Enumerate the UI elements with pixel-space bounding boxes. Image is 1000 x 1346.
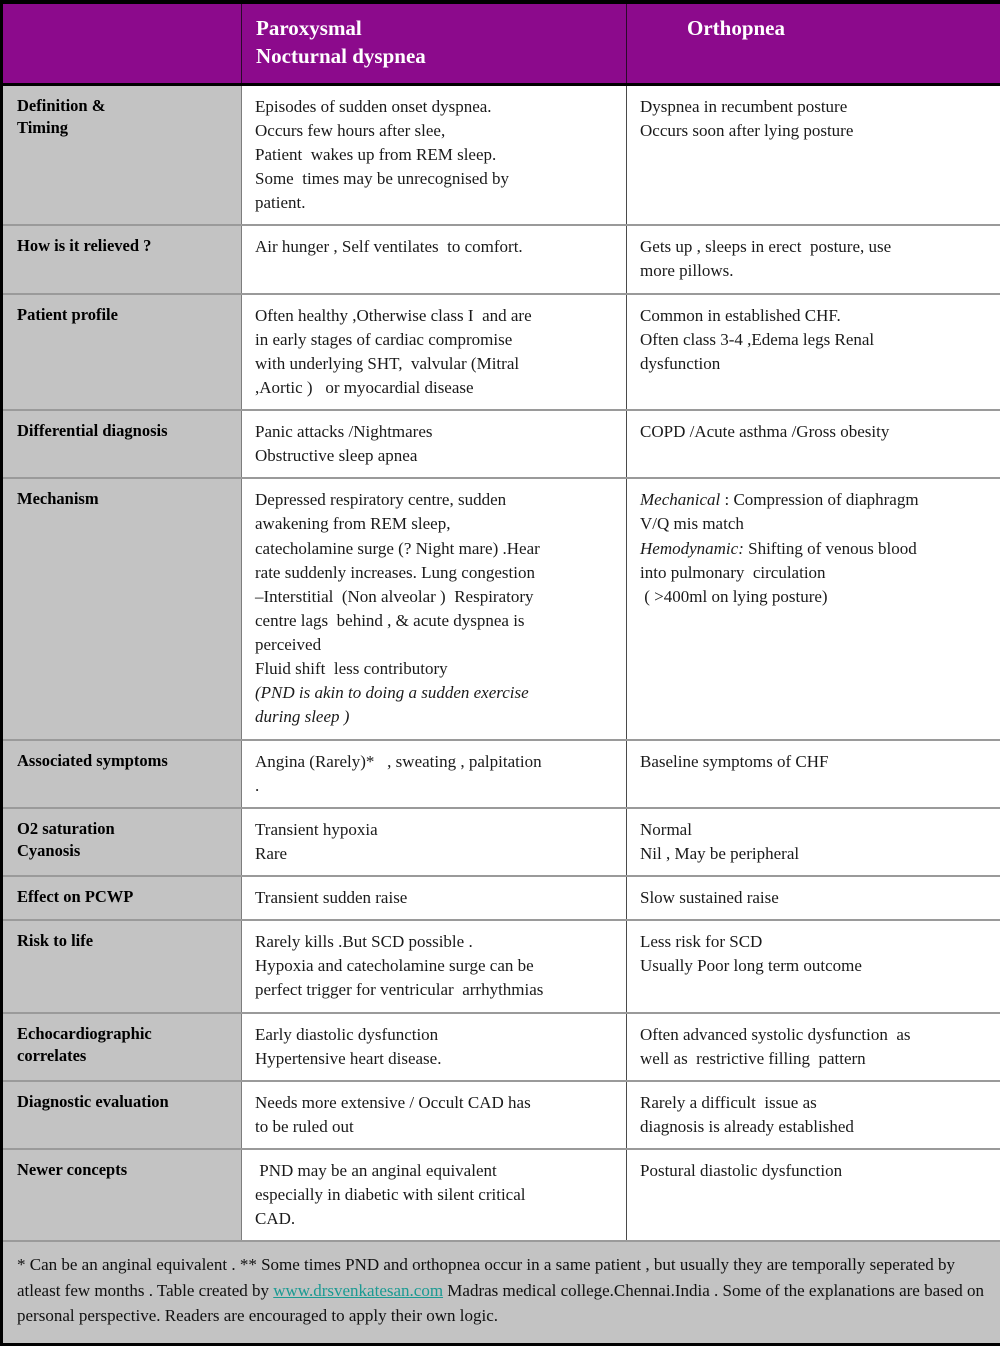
- row-label-line: How is it relieved ?: [17, 235, 231, 257]
- orthopnea-line: Baseline symptoms of CHF: [640, 750, 986, 774]
- row-label-line: correlates: [17, 1045, 231, 1067]
- pnd-value-cell: [242, 294, 627, 411]
- orthopnea-line: more pillows.: [640, 259, 986, 283]
- pnd-line: Transient hypoxia: [255, 818, 612, 842]
- orthopnea-value-cell: [627, 740, 1000, 808]
- pnd-line: .: [255, 774, 612, 798]
- pnd-line: patient.: [255, 191, 612, 215]
- table-header: [2, 2, 1000, 84]
- pnd-line: Some times may be unrecognised by: [255, 167, 612, 191]
- pnd-line: Depressed respiratory centre, sudden: [255, 488, 612, 512]
- orthopnea-line: Gets up , sleeps in erect posture, use: [640, 235, 986, 259]
- orthopnea-line: [640, 561, 986, 585]
- header-title-line1: Paroxysmal: [256, 14, 612, 42]
- row-label-line: Cyanosis: [17, 840, 231, 862]
- orthopnea-value-cell: [627, 225, 1000, 293]
- row-label-cell: [2, 1013, 242, 1081]
- pnd-italic-line: (PND is akin to doing a sudden exercise: [255, 681, 612, 705]
- orthopnea-line: Normal: [640, 818, 986, 842]
- orthopnea-rest: Shifting of venous blood: [744, 539, 917, 558]
- table-row: [2, 876, 1000, 920]
- orthopnea-line: well as restrictive filling pattern: [640, 1047, 986, 1071]
- table-row: [2, 1013, 1000, 1081]
- pnd-line: Patient wakes up from REM sleep.: [255, 143, 612, 167]
- header-cell-orthopnea: [627, 2, 1000, 84]
- row-label-line: Echocardiographic: [17, 1023, 231, 1045]
- orthopnea-value-cell: [627, 1149, 1000, 1241]
- pnd-italic-line: during sleep ): [255, 705, 612, 729]
- table-row: [2, 1081, 1000, 1149]
- orthopnea-value-cell: [627, 808, 1000, 876]
- row-label-cell: [2, 225, 242, 293]
- orthopnea-line: dysfunction: [640, 352, 986, 376]
- header-blank-cell: [2, 2, 242, 84]
- table-row: [2, 808, 1000, 876]
- table-footer: [2, 1241, 1000, 1344]
- row-label-line: Differential diagnosis: [17, 420, 231, 442]
- orthopnea-emphasis: Hemodynamic:: [640, 539, 744, 558]
- orthopnea-line: Rarely a difficult issue as: [640, 1091, 986, 1115]
- pnd-line: Rare: [255, 842, 612, 866]
- orthopnea-line: Dyspnea in recumbent posture: [640, 95, 986, 119]
- pnd-value-cell: [242, 478, 627, 739]
- table-row: [2, 920, 1000, 1012]
- orthopnea-line: Less risk for SCD: [640, 930, 986, 954]
- row-label-line: Timing: [17, 117, 231, 139]
- pnd-line: rate suddenly increases. Lung congestion: [255, 561, 612, 585]
- pnd-line: Air hunger , Self ventilates to comfort.: [255, 235, 612, 259]
- pnd-line: especially in diabetic with silent critical: [255, 1183, 612, 1207]
- row-label-cell: [2, 740, 242, 808]
- header-title-line2: Nocturnal dyspnea: [256, 42, 612, 70]
- pnd-line: Rarely kills .But SCD possible .: [255, 930, 612, 954]
- footnote-text: [17, 1252, 986, 1329]
- orthopnea-value-cell: [627, 84, 1000, 225]
- pnd-line: perfect trigger for ventricular arrhythmias: [255, 978, 612, 1002]
- row-label-line: Diagnostic evaluation: [17, 1091, 231, 1113]
- table-row: [2, 84, 1000, 225]
- pnd-value-cell: [242, 1081, 627, 1149]
- row-label-cell: [2, 294, 242, 411]
- orthopnea-value-cell: [627, 1013, 1000, 1081]
- pnd-line: CAD.: [255, 1207, 612, 1231]
- pnd-line: centre lags behind , & acute dyspnea is: [255, 609, 612, 633]
- orthopnea-rest: into pulmonary circulation: [640, 563, 826, 582]
- orthopnea-rest: : Compression of diaphragm: [720, 490, 918, 509]
- orthopnea-rest: V/Q mis match: [640, 514, 744, 533]
- orthopnea-line: Usually Poor long term outcome: [640, 954, 986, 978]
- pnd-line: Needs more extensive / Occult CAD has: [255, 1091, 612, 1115]
- table-row: [2, 225, 1000, 293]
- row-label-cell: [2, 478, 242, 739]
- orthopnea-value-cell: [627, 294, 1000, 411]
- row-label-cell: [2, 920, 242, 1012]
- pnd-line: catecholamine surge (? Night mare) .Hear: [255, 537, 612, 561]
- header-row: [2, 2, 1000, 84]
- orthopnea-emphasis: Mechanical: [640, 490, 720, 509]
- row-label-line: Risk to life: [17, 930, 231, 952]
- pnd-line: Obstructive sleep apnea: [255, 444, 612, 468]
- row-label-line: Newer concepts: [17, 1159, 231, 1181]
- row-label-line: Associated symptoms: [17, 750, 231, 772]
- table-row: [2, 478, 1000, 739]
- pnd-value-cell: [242, 920, 627, 1012]
- orthopnea-value-cell: [627, 920, 1000, 1012]
- pnd-value-cell: [242, 740, 627, 808]
- header-title-orthopnea: Orthopnea: [687, 14, 986, 42]
- row-label-cell: [2, 84, 242, 225]
- pnd-value-cell: [242, 1149, 627, 1241]
- pnd-line: –Interstitial (Non alveolar ) Respiratory: [255, 585, 612, 609]
- pnd-line: Hypertensive heart disease.: [255, 1047, 612, 1071]
- pnd-line: PND may be an anginal equivalent: [255, 1159, 612, 1183]
- table-row: [2, 1149, 1000, 1241]
- row-label-line: Effect on PCWP: [17, 886, 231, 908]
- row-label-cell: [2, 1149, 242, 1241]
- table-row: [2, 740, 1000, 808]
- row-label-cell: [2, 410, 242, 478]
- table-row: [2, 294, 1000, 411]
- orthopnea-value-cell: [627, 410, 1000, 478]
- row-label-cell: [2, 808, 242, 876]
- pnd-value-cell: [242, 808, 627, 876]
- orthopnea-rest: ( >400ml on lying posture): [640, 587, 828, 606]
- orthopnea-value-cell: [627, 1081, 1000, 1149]
- pnd-line: to be ruled out: [255, 1115, 612, 1139]
- footnote-row: [2, 1241, 1000, 1344]
- pnd-line: perceived: [255, 633, 612, 657]
- header-cell-paroxysmal-nocturnal-dyspnea: [242, 2, 627, 84]
- orthopnea-line: Often advanced systolic dysfunction as: [640, 1023, 986, 1047]
- table-row: [2, 410, 1000, 478]
- row-label-line: Mechanism: [17, 488, 231, 510]
- orthopnea-line: [640, 488, 986, 512]
- footnote-cell: [2, 1241, 1000, 1344]
- orthopnea-line: Occurs soon after lying posture: [640, 119, 986, 143]
- pnd-line: in early stages of cardiac compromise: [255, 328, 612, 352]
- pnd-value-cell: [242, 1013, 627, 1081]
- pnd-line: awakening from REM sleep,: [255, 512, 612, 536]
- pnd-line: Angina (Rarely)* , sweating , palpitation: [255, 750, 612, 774]
- orthopnea-line: Postural diastolic dysfunction: [640, 1159, 986, 1183]
- footnote-part1: * Can be an anginal equivalent . ** Some times PND and orthopnea occur in a same patient , but usually they are temporally seperated by atleast few months . Table created by: [17, 1255, 955, 1300]
- pnd-line: with underlying SHT, valvular (Mitral: [255, 352, 612, 376]
- orthopnea-value-cell: [627, 478, 1000, 739]
- row-label-line: Definition &: [17, 95, 231, 117]
- orthopnea-value-cell: [627, 876, 1000, 920]
- pnd-line: Often healthy ,Otherwise class I and are: [255, 304, 612, 328]
- row-label-cell: [2, 876, 242, 920]
- pnd-value-cell: [242, 410, 627, 478]
- pnd-line: ,Aortic ) or myocardial disease: [255, 376, 612, 400]
- orthopnea-line: Often class 3-4 ,Edema legs Renal: [640, 328, 986, 352]
- pnd-line: Occurs few hours after slee,: [255, 119, 612, 143]
- row-label-line: Patient profile: [17, 304, 231, 326]
- orthopnea-line: Nil , May be peripheral: [640, 842, 986, 866]
- pnd-line: Episodes of sudden onset dyspnea.: [255, 95, 612, 119]
- pnd-value-cell: [242, 84, 627, 225]
- orthopnea-line: diagnosis is already established: [640, 1115, 986, 1139]
- orthopnea-line: [640, 585, 986, 609]
- orthopnea-line: Slow sustained raise: [640, 886, 986, 910]
- row-label-line: O2 saturation: [17, 818, 231, 840]
- orthopnea-line: COPD /Acute asthma /Gross obesity: [640, 420, 986, 444]
- footnote-part2: Madras medical college.Chennai.India . Some of the explanations are based on personal perspective. Readers are encouraged to apply their own logic.: [17, 1281, 984, 1326]
- pnd-line: Transient sudden raise: [255, 886, 612, 910]
- pnd-line: Panic attacks /Nightmares: [255, 420, 612, 444]
- drsvenkatesan-link[interactable]: www.drsvenkatesan.com: [273, 1281, 443, 1300]
- pnd-line: Hypoxia and catecholamine surge can be: [255, 954, 612, 978]
- orthopnea-line: [640, 512, 986, 536]
- orthopnea-line: Common in established CHF.: [640, 304, 986, 328]
- pnd-value-cell: [242, 225, 627, 293]
- orthopnea-line: [640, 537, 986, 561]
- row-label-cell: [2, 1081, 242, 1149]
- table-body: [2, 84, 1000, 1241]
- pnd-line: Early diastolic dysfunction: [255, 1023, 612, 1047]
- pnd-value-cell: [242, 876, 627, 920]
- pnd-line: Fluid shift less contributory: [255, 657, 612, 681]
